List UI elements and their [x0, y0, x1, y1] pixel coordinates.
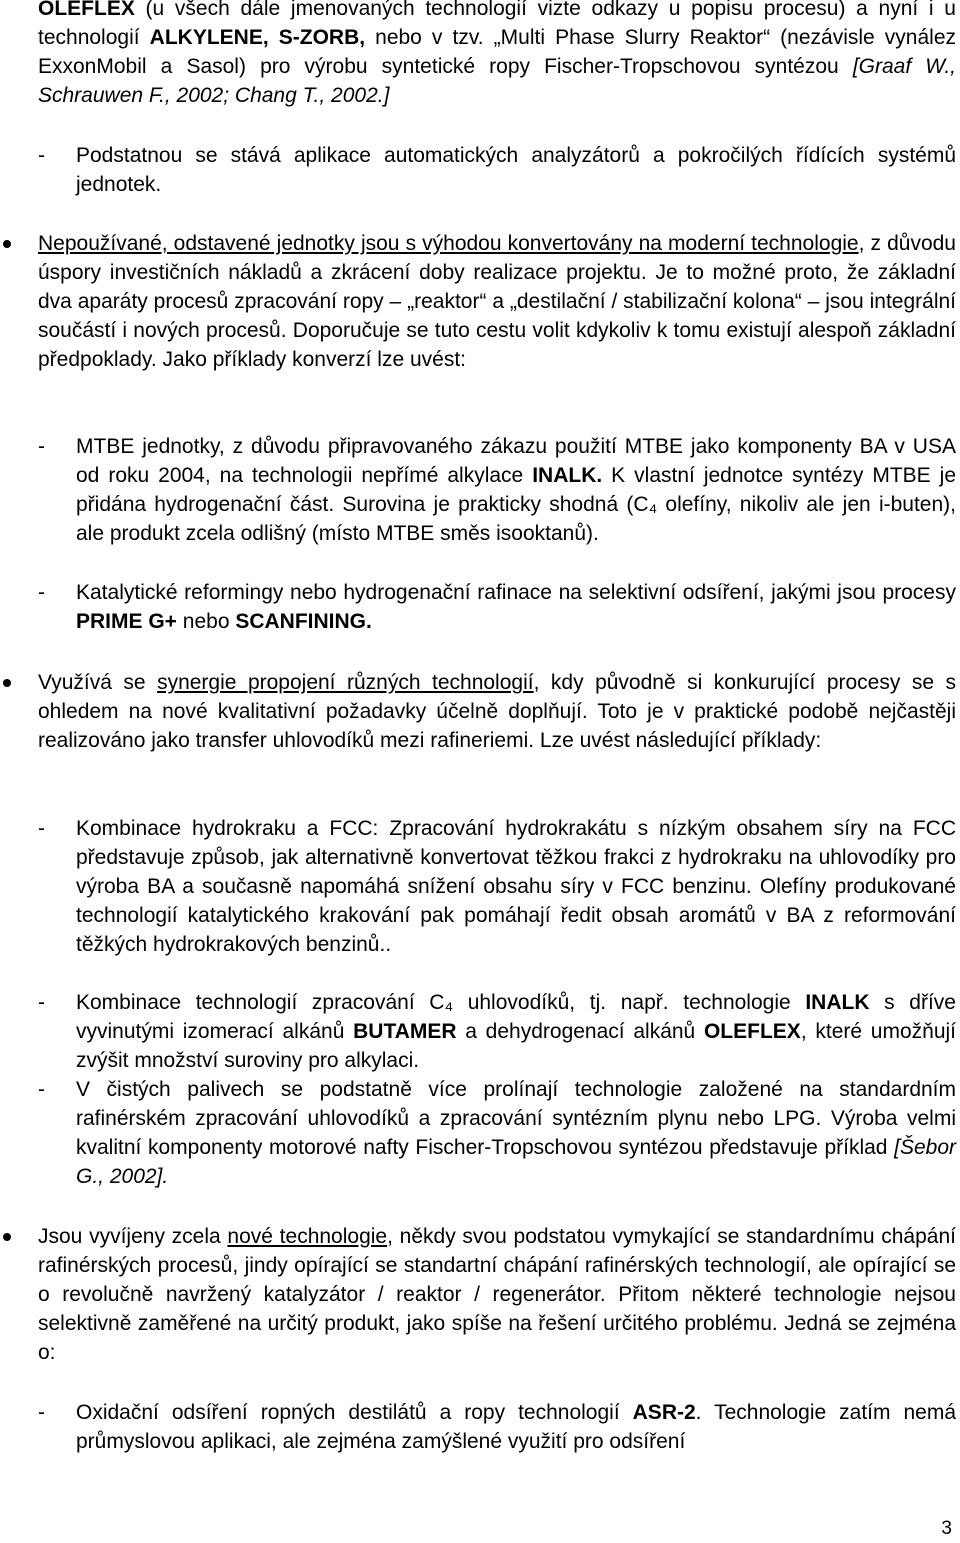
- paragraph-text: , z důvodu úspory investičních nákladů a zkrácení doby realizace projektu. Je to možné proto, že základní dva aparáty procesů zpracování ropy – „reaktor“ a „destilační / stabilizační kolona“ – jsou integrální součástí i nových procesů. Doporučuje se tuto cestu volit kdykoliv k tomu existují alespoň základní předpoklady. Jako příklady konverzí lze uvést:: [38, 232, 956, 371]
- underlined-phrase: nové technologie: [227, 1225, 388, 1248]
- dash-marker: -: [38, 817, 45, 840]
- dash-list-item: - Katalytické reformingy nebo hydrogenační rafinace na selektivní odsíření, jakými jsou procesy PRIME G+ nebo SCANFINING.: [38, 578, 956, 636]
- technology-name: BUTAMER: [353, 1020, 457, 1043]
- dash-marker: -: [38, 435, 45, 458]
- technology-name: ASR-2: [632, 1401, 696, 1424]
- list-item-text: Oxidační odsíření ropných destilátů a ropy technologií: [76, 1401, 633, 1424]
- list-item-text: Podstatnou se stává aplikace automatických analyzátorů a pokročilých řídících systémů jednotek.: [76, 144, 956, 196]
- citation: [Graaf W., Schrauwen F., 2002; Chang T., 2002.]: [38, 55, 956, 107]
- list-item-text: . Technologie zatím nemá průmyslovou aplikaci, ale zejména zamýšlené využití pro odsíření: [76, 1401, 957, 1453]
- technology-name: INALK.: [532, 464, 603, 487]
- bullet-paragraph: [0, 229, 956, 374]
- technology-name: SCANFINING.: [235, 610, 372, 633]
- paragraph-text: nebo v tzv. „Multi Phase Slurry Reaktor“ (nezávisle vynález ExxonMobil a Sasol) pro výrobu syntetické ropy Fischer-Tropschovou syntézou: [38, 26, 956, 78]
- technology-name: ALKYLENE,: [149, 26, 269, 49]
- page-number: 3: [941, 1518, 952, 1539]
- list-item-text: a dehydrogenací alkánů: [456, 1020, 704, 1043]
- list-item-text: s dříve vyvinutými izomerací alkánů: [76, 991, 956, 1043]
- list-item-text: V čistých palivech se podstatně více prolínají technologie založené na standardním rafinérském zpracování uhlovodíků a zpracování syntézním plynu nebo LPG. Výroba velmi kvalitní komponenty motorové nafty Fischer-Tropschovou syntézou představuje příklad: [76, 1078, 956, 1159]
- underlined-phrase: Nepoužívané, odstavené jednotky jsou s výhodou konvertovány na moderní technologie: [38, 232, 859, 255]
- paragraph-text: Využívá se: [38, 671, 158, 694]
- dash-list-item: [38, 432, 956, 548]
- list-item-text: , které umožňují zvýšit množství suroviny pro alkylaci.: [76, 1020, 956, 1072]
- dash-marker: -: [38, 991, 45, 1014]
- paragraph-text: (u všech dále jmenovaných technologií vizte odkazy u popisu procesu) a nyní i u technologií: [38, 0, 956, 49]
- dash-list-item: [38, 814, 956, 959]
- dash-list-item: [38, 1075, 956, 1191]
- dash-marker: -: [38, 581, 45, 604]
- bullet-icon: [3, 1233, 11, 1241]
- dash-list-item: [38, 141, 956, 199]
- underlined-phrase: synergie propojení různých technologií: [157, 671, 534, 694]
- technology-name: S-ZORB,: [278, 26, 366, 49]
- paragraph-text: , někdy svou podstatou vymykající se standardnímu chápání rafinérských procesů, jindy opírající se standartní chápání rafinérských technologií, ale opírající se o revolučně navržený katalyzátor / reaktor / regenerátor. Přitom některé technologie nejsou selektivně zaměřené na určitý produkt, jako spíše na řešení určitého problému. Jedná se zejména o:: [38, 1225, 956, 1364]
- dash-marker: -: [38, 1078, 45, 1101]
- bullet-icon: [3, 679, 11, 687]
- dash-list-item: [38, 988, 956, 1075]
- list-item-text: MTBE jednotky, z důvodu připravovaného zákazu použití MTBE jako komponenty BA v USA od roku 2004, na technologii nepřímé alkylace: [76, 435, 956, 487]
- technology-name: PRIME G+: [76, 610, 177, 633]
- technology-name: INALK: [805, 991, 870, 1014]
- list-item-text: Kombinace technologií zpracování C₄ uhlovodíků, tj. např. technologie: [76, 991, 806, 1014]
- paragraph-text: , kdy původně si konkurující procesy se s ohledem na nové kvalitativní požadavky účelně doplňují. Toto je v praktické podobě nejčastěji realizováno jako transfer uhlovodíků mezi rafineriemi. Lze uvést následující příklady:: [38, 671, 956, 752]
- paragraph-text: Jsou vyvíjeny zcela: [38, 1225, 228, 1248]
- technology-name: OLEFLEX: [38, 0, 135, 20]
- dash-marker: -: [38, 144, 45, 167]
- citation: [Šebor G., 2002].: [76, 1136, 956, 1188]
- list-item-text: Katalytické reformingy nebo hydrogenační rafinace na selektivní odsíření, jakými jsou procesy: [76, 581, 956, 604]
- bullet-paragraph: [0, 1222, 956, 1367]
- bullet-paragraph: [0, 668, 956, 755]
- dash-marker: -: [38, 1401, 45, 1424]
- top-paragraph: [38, 0, 956, 110]
- bullet-icon: [3, 240, 11, 248]
- list-item-text: K vlastní jednotce syntézy MTBE je přidána hydrogenační část. Surovina je prakticky shodná (C₄ olefíny, nikoliv ale jen i-buten), ale produkt zcela odlišný (místo MTBE směs isooktanů).: [76, 464, 956, 545]
- technology-name: OLEFLEX: [703, 1020, 801, 1043]
- dash-list-item: [38, 1398, 956, 1456]
- list-item-text: Kombinace hydrokraku a FCC: Zpracování hydrokrakátu s nízkým obsahem síry na FCC představuje způsob, jak alternativně konvertovat těžkou frakci z hydrokraku na uhlovodíky pro výroba BA a současně napomáhá snížení obsahu síry v FCC benzinu. Olefíny produkované technologií katalytického krakování pak pomáhají ředit obsah aromátů v BA z reformování těžkých hydrokrakových benzinů..: [76, 817, 956, 956]
